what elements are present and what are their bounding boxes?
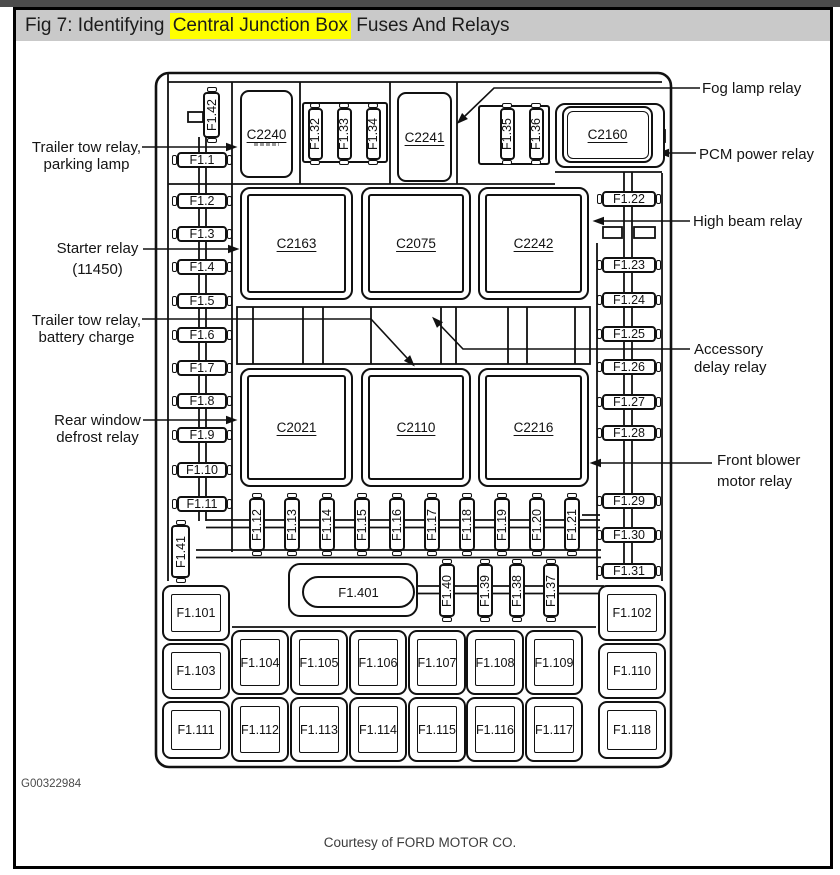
callout-front-blower-motor-relay-line-2: motor relay [717,473,793,490]
fuse-F1.20-label: F1.20 [529,508,544,541]
courtesy-line: Courtesy of FORD MOTOR CO. [323,835,517,850]
callout-trailer-tow-relay-battery-charge-line-1: Trailer tow relay, [31,312,142,329]
fuse-F1.18-label: F1.18 [459,508,474,541]
fuse-F1.15-label: F1.15 [355,508,369,541]
fuse-F1.19-label: F1.19 [494,508,509,541]
figure-title-suffix: Fuses And Relays [351,14,510,36]
fuse-F1.13-label: F1.13 [285,508,299,541]
callout-starter-relay [40,238,155,280]
fuse-F1.34-label: F1.34 [366,118,380,150]
fuse-F1.31-label: F1.31 [613,564,645,578]
connector-C2163 [240,187,353,300]
callout-front-blower-motor-relay [717,450,837,492]
fuse-F1.115 [408,697,466,762]
fuse-F1.11 [177,496,227,512]
fuse-F1.10 [177,462,227,478]
fuse-F1.40 [439,564,455,617]
fuse-F1.14 [319,498,335,551]
fuse-F1.104-label: F1.104 [240,655,280,670]
fuse-F1.28-label: F1.28 [613,426,645,440]
fuse-F1.31 [602,563,656,579]
connector-C2075-label: C2075 [396,236,436,251]
connector-C2110 [361,368,471,487]
connector-C2075 [361,187,471,300]
fuse-F1.118-label: F1.118 [613,723,651,737]
fuse-F1.8-label: F1.8 [189,394,215,408]
fuse-F1.12 [249,498,265,551]
fuse-F1.116-label: F1.116 [476,722,514,737]
fuse-F1.7-label: F1.7 [189,361,215,375]
fuse-F1.103-label: F1.103 [176,664,216,678]
connector-C2021-label: C2021 [276,420,317,435]
callout-starter-relay-line-1: Starter relay [56,240,139,257]
figure-title-prefix: Fig 7: Identifying [25,14,170,36]
fuse-F1.38-label: F1.38 [510,574,524,607]
fuse-F1.22 [602,191,656,207]
fuse-F1.42-label: F1.42 [204,99,219,131]
connector-C2110-label: C2110 [396,420,436,435]
fuse-F1.32 [308,108,323,160]
fuse-F1.401 [302,576,415,608]
fuse-F1.110-label: F1.110 [613,664,651,678]
fuse-F1.2 [177,193,227,209]
fuse-F1.1 [177,152,227,168]
fuse-F1.108 [466,630,524,695]
fuse-F1.28 [602,425,656,441]
fuse-F1.109 [525,630,583,695]
fuse-F1.41 [171,525,190,578]
fuse-F1.116 [466,697,524,762]
callout-fog-lamp-relay [702,80,832,97]
fuse-F1.106 [349,630,407,695]
fuse-F1.21 [564,498,580,551]
fuse-F1.26 [602,359,656,375]
fuse-F1.41-label: F1.41 [173,535,188,568]
fuse-F1.111-label: F1.111 [177,723,215,737]
fuse-F1.3-label: F1.3 [189,227,215,241]
fuse-F1.24 [602,292,656,308]
fuse-F1.35-label: F1.35 [500,118,514,150]
fuse-F1.115-label: F1.115 [418,722,456,737]
fuse-F1.19 [494,498,510,551]
fuse-F1.14-label: F1.14 [320,508,334,541]
fuse-F1.24-label: F1.24 [613,293,645,307]
fuse-F1.102-label: F1.102 [612,606,652,620]
fuse-F1.38 [509,564,525,617]
connector-C2021 [240,368,353,487]
fuse-F1.117 [525,697,583,762]
fuse-F1.112 [231,697,289,762]
fuse-F1.9-label: F1.9 [189,428,215,442]
fuse-F1.101 [162,585,230,641]
fuse-F1.101-label: F1.101 [176,606,216,620]
fuse-F1.23-label: F1.23 [613,258,645,272]
fuse-F1.29 [602,493,656,509]
fuse-F1.23 [602,257,656,273]
fuse-F1.33 [337,108,352,160]
fuse-F1.4 [177,259,227,275]
fuse-F1.4-label: F1.4 [189,260,215,274]
callout-accessory-delay-relay-line-2: delay relay [694,359,767,376]
callout-rear-window-defrost-relay-line-2: defrost relay [56,429,139,446]
fuse-F1.117-label: F1.117 [535,722,573,737]
callout-high-beam-relay [693,213,823,230]
fuse-F1.16-label: F1.16 [389,508,404,541]
fuse-F1.118 [598,701,666,759]
fuse-F1.1-label: F1.1 [189,153,215,167]
fuse-F1.34 [366,108,381,160]
fuse-F1.33-label: F1.33 [337,118,351,150]
fuse-F1.37-label: F1.37 [544,574,558,607]
fuse-F1.3 [177,226,227,242]
fuse-F1.102 [598,585,666,641]
fuse-F1.12-label: F1.12 [250,508,264,541]
fuse-F1.110 [598,643,666,699]
relay-C2241-label: C2241 [404,129,445,145]
connector-C2216 [478,368,589,487]
fuse-F1.104 [231,630,289,695]
relay-C2240-label: C2240 [246,126,287,142]
callout-trailer-tow-relay-parking-lamp-line-2: parking lamp [43,156,130,173]
callout-trailer-tow-relay-parking-lamp-line-1: Trailer tow relay, [31,139,142,156]
callout-starter-relay-line-2: (11450) [72,261,123,278]
callout-pcm-power-relay-line-1: PCM power relay [699,146,815,163]
fuse-F1.17-label: F1.17 [424,508,439,541]
center-terminal-strip [237,307,590,364]
relay-C2160-label: C2160 [587,127,628,142]
callout-rear-window-defrost-relay [40,412,155,446]
fuse-F1.112-label: F1.112 [241,722,279,737]
fuse-F1.114 [349,697,407,762]
fuse-F1.109-label: F1.109 [534,655,574,670]
callout-trailer-tow-relay-parking-lamp [29,139,144,173]
fuse-F1.27 [602,394,656,410]
fuse-F1.26-label: F1.26 [613,360,645,374]
fuse-F1.11-label: F1.11 [186,497,218,511]
fuse-F1.25 [602,326,656,342]
fuse-F1.401-label: F1.401 [338,584,379,600]
fuse-F1.42 [203,92,220,138]
fuse-F1.111 [162,701,230,759]
callout-high-beam-relay-line-1: High beam relay [693,213,803,230]
fuse-F1.105 [290,630,348,695]
fuse-F1.107 [408,630,466,695]
fuse-F1.32-label: F1.32 [308,118,322,150]
fuse-F1.40-label: F1.40 [440,574,454,607]
fuse-F1.2-label: F1.2 [189,194,215,208]
figure-code: G00322984 [21,778,82,790]
callout-rear-window-defrost-relay-line-1: Rear window [54,412,141,429]
fuse-F1.103 [162,643,230,699]
fuse-F1.10-label: F1.10 [186,463,218,477]
relay-fine-print [254,143,279,146]
callout-accessory-delay-relay-line-1: Accessory [694,341,764,358]
fuse-F1.30-label: F1.30 [613,528,645,542]
fuse-F1.9 [177,427,227,443]
fuse-F1.105-label: F1.105 [299,655,339,670]
fuse-F1.36 [529,108,544,160]
fuse-F1.114-label: F1.114 [359,722,397,737]
relay-C2240 [240,90,293,178]
fuse-F1.37 [543,564,559,617]
fuse-F1.5-label: F1.5 [189,294,215,308]
fuse-F1.27-label: F1.27 [613,395,645,409]
fuse-F1.108-label: F1.108 [475,655,515,670]
fuse-F1.113-label: F1.113 [300,722,338,737]
fuse-F1.7 [177,360,227,376]
connector-C2242-label: C2242 [513,236,554,251]
fuse-F1.17 [424,498,440,551]
fuse-F1.25-label: F1.25 [613,327,645,341]
fuse-F1.22-label: F1.22 [613,192,645,206]
fuse-F1.39-label: F1.39 [478,574,492,607]
fuse-F1.16 [389,498,405,551]
fuse-F1.6-label: F1.6 [189,328,215,342]
figure-title-highlight: Central Junction Box [170,13,351,39]
callout-fog-lamp-relay-line-1: Fog lamp relay [702,80,802,97]
fuse-F1.20 [529,498,545,551]
fuse-F1.29-label: F1.29 [613,494,645,508]
relay-C2241 [397,92,452,182]
connector-C2163-label: C2163 [276,236,317,251]
fuse-F1.18 [459,498,475,551]
fuse-F1.36-label: F1.36 [529,118,543,150]
callout-front-blower-motor-relay-line-1: Front blower [717,452,801,469]
fuse-F1.35 [500,108,515,160]
connector-C2216-label: C2216 [513,420,554,435]
fuse-F1.5 [177,293,227,309]
fuse-F1.6 [177,327,227,343]
fuse-F1.107-label: F1.107 [417,655,457,670]
callout-accessory-delay-relay [694,341,814,377]
fuse-F1.15 [354,498,370,551]
callout-trailer-tow-relay-battery-charge [29,312,144,346]
fuse-F1.39 [477,564,493,617]
fuse-F1.8 [177,393,227,409]
fuse-F1.113 [290,697,348,762]
connector-C2242 [478,187,589,300]
relay-C2160 [562,106,653,163]
fuse-F1.30 [602,527,656,543]
callout-pcm-power-relay [699,146,829,163]
callout-trailer-tow-relay-battery-charge-line-2: battery charge [38,329,135,346]
fuse-F1.106-label: F1.106 [358,655,398,670]
fuse-F1.21-label: F1.21 [564,508,579,541]
fuse-F1.13 [284,498,300,551]
